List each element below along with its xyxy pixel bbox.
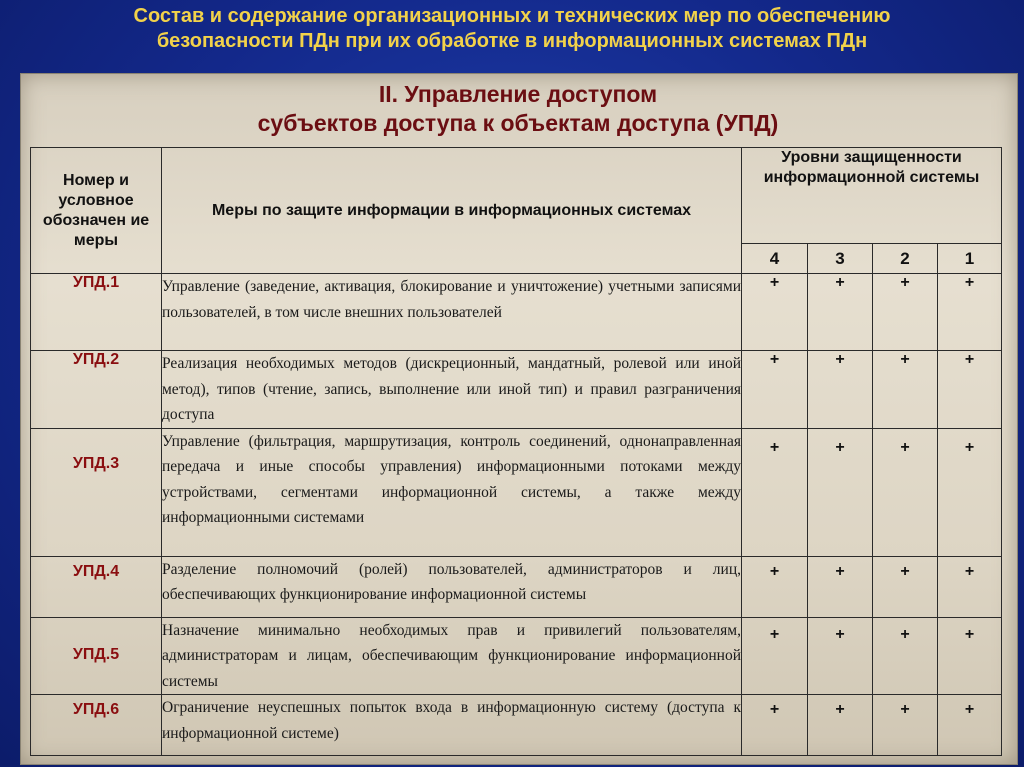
level-mark: + <box>873 351 938 429</box>
measure-text: Назначение минимально необходимых прав и привилегий пользователям, администраторам и лицам, обеспечивающим функционирование информационной системы <box>162 617 742 695</box>
level-header-2: 2 <box>873 244 938 274</box>
level-mark: + <box>873 617 938 695</box>
level-mark: + <box>873 695 938 756</box>
level-mark: + <box>808 351 873 429</box>
level-mark: + <box>808 617 873 695</box>
level-mark: + <box>938 556 1002 617</box>
level-mark: + <box>808 556 873 617</box>
level-mark: + <box>873 274 938 351</box>
measure-text: Разделение полномочий (ролей) пользователей, администраторов и лиц, обеспечивающих функционирование информационной системы <box>162 556 742 617</box>
section-title <box>20 80 1016 138</box>
header-number: Номер и условное обозначен ие меры <box>31 148 162 274</box>
level-mark: + <box>742 351 808 429</box>
measure-text: Управление (фильтрация, маршрутизация, контроль соединений, однонаправленная передача и иные способы управления) информационными потоками между устройствами, сегментами информационной системы, а также между информационными системами <box>162 428 742 556</box>
measure-code: УПД.2 <box>31 351 162 429</box>
table-row <box>31 274 1002 351</box>
section-title-line-2: субъектов доступа к объектам доступа (УПД) <box>257 110 779 136</box>
header-levels: Уровни защищенности информационной системы <box>742 148 1002 244</box>
table-row <box>31 351 1002 429</box>
measures-table <box>30 147 1002 756</box>
slide-title-line-1: Состав и содержание организационных и технических мер по обеспечению <box>133 5 891 27</box>
table-row <box>31 556 1002 617</box>
measure-text: Реализация необходимых методов (дискреционный, мандатный, ролевой или иной метод), типов (чтение, запись, выполнение или иной тип) и правил разграничения доступа <box>162 351 742 429</box>
measure-text: Ограничение неуспешных попыток входа в информационную систему (доступа к информационной системе) <box>162 695 742 756</box>
measure-code: УПД.1 <box>31 274 162 351</box>
level-mark: + <box>742 428 808 556</box>
level-header-3: 3 <box>808 244 873 274</box>
measure-code: УПД.3 <box>31 428 162 556</box>
measure-code: УПД.6 <box>31 695 162 756</box>
table-row <box>31 617 1002 695</box>
slide-title <box>0 4 1024 54</box>
measure-text: Управление (заведение, активация, блокирование и уничтожение) учетными записями пользователей, в том числе внешних пользователей <box>162 274 742 351</box>
header-measures: Меры по защите информации в информационных системах <box>162 148 742 274</box>
level-mark: + <box>873 428 938 556</box>
level-mark: + <box>938 617 1002 695</box>
level-mark: + <box>938 428 1002 556</box>
level-mark: + <box>808 274 873 351</box>
section-title-line-1: II. Управление доступом <box>378 81 658 107</box>
level-header-1: 1 <box>938 244 1002 274</box>
level-mark: + <box>808 695 873 756</box>
level-mark: + <box>938 695 1002 756</box>
slide-title-line-2: безопасности ПДн при их обработке в информационных системах ПДн <box>156 30 868 52</box>
level-mark: + <box>742 617 808 695</box>
level-mark: + <box>938 351 1002 429</box>
table-row <box>31 695 1002 756</box>
level-mark: + <box>742 695 808 756</box>
table-row <box>31 428 1002 556</box>
level-header-4: 4 <box>742 244 808 274</box>
level-mark: + <box>873 556 938 617</box>
level-mark: + <box>742 556 808 617</box>
measure-code: УПД.5 <box>31 617 162 695</box>
measure-code: УПД.4 <box>31 556 162 617</box>
level-mark: + <box>808 428 873 556</box>
level-mark: + <box>938 274 1002 351</box>
level-mark: + <box>742 274 808 351</box>
